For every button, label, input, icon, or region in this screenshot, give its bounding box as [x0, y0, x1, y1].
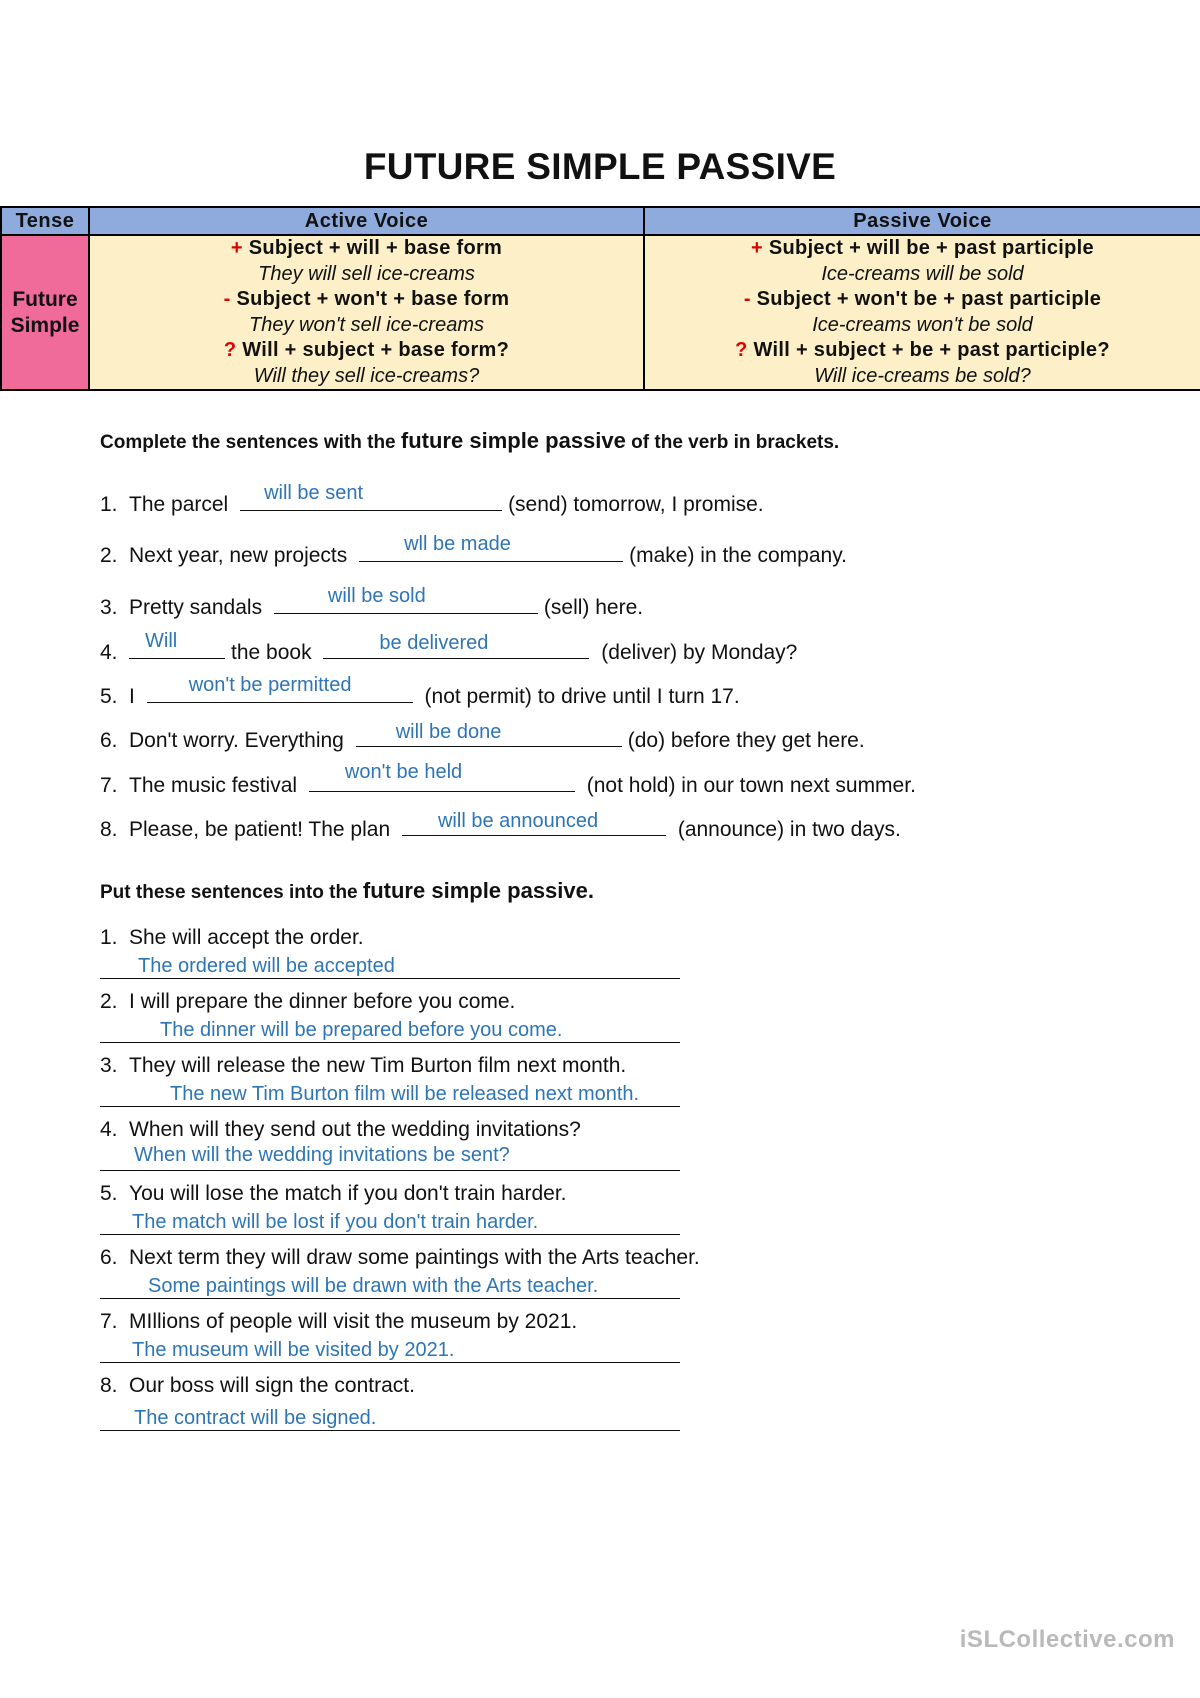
passive-affirmative-rule: [645, 236, 1200, 262]
answer-blank[interactable]: [309, 761, 575, 792]
exercise1-item-1: [100, 482, 764, 517]
sentence-text: (make) in the company.: [629, 544, 847, 567]
answer-blank[interactable]: [129, 630, 225, 659]
answer-text: The contract will be signed.: [134, 1407, 377, 1429]
exercise1-item-4: [100, 630, 798, 665]
answer-line[interactable]: [100, 1334, 680, 1363]
question-line: [100, 990, 680, 1014]
tense-cell: [1, 235, 89, 390]
question-text: I will prepare the dinner before you come.: [129, 990, 516, 1013]
answer-text: When will the wedding invitations be sent?: [134, 1144, 510, 1166]
answer-text: The dinner will be prepared before you come.: [160, 1019, 563, 1041]
item-number: 8.: [100, 818, 118, 841]
active-question-example: Will they sell ice-creams?: [253, 364, 480, 387]
question-text: She will accept the order.: [129, 926, 364, 949]
item-number: 6.: [100, 1246, 118, 1269]
answer-line[interactable]: [100, 950, 680, 979]
answer-text: will be done: [395, 721, 502, 743]
passive-negative-rule: [645, 287, 1200, 313]
item-number: 7.: [100, 1310, 118, 1333]
exercise1-item-3: [100, 585, 644, 620]
rule-text: Subject + will + base form: [248, 237, 503, 259]
sentence-text: (sell) here.: [543, 596, 644, 619]
item-number: 1.: [100, 926, 118, 949]
question-text: Next term they will draw some paintings with the Arts teacher.: [129, 1246, 700, 1269]
exercise1-instruction: [100, 428, 839, 454]
sentence-text: Don't worry. Everything: [129, 729, 344, 752]
answer-line[interactable]: [100, 1270, 680, 1299]
answer-text: will be sold: [327, 585, 426, 607]
answer-line[interactable]: [100, 1078, 680, 1107]
answer-blank[interactable]: [323, 632, 589, 659]
grammar-table: [0, 206, 1200, 391]
answer-blank[interactable]: [359, 533, 623, 562]
item-number: 7.: [100, 774, 118, 797]
minus-sign: -: [223, 288, 231, 310]
question-line: [100, 1118, 680, 1142]
active-voice-cell: [89, 235, 644, 390]
question-text: You will lose the match if you don't train harder.: [129, 1182, 567, 1205]
sentence-text: Pretty sandals: [129, 596, 263, 619]
instruction-text: of the verb in brackets.: [631, 432, 840, 453]
question-line: [100, 1246, 700, 1270]
answer-blank[interactable]: [356, 721, 622, 747]
answer-text: Will: [145, 630, 178, 652]
tense-label-line1: Future: [12, 287, 78, 311]
sentence-text: (announce) in two days.: [677, 818, 901, 841]
question-line: [100, 1374, 680, 1398]
answer-text: won't be permitted: [188, 674, 352, 696]
sentence-text: Please, be patient! The plan: [129, 818, 391, 841]
exercise2-item-1: [100, 926, 680, 979]
item-number: 2.: [100, 544, 118, 567]
answer-text: will be sent: [264, 482, 363, 504]
question-text: MIllions of people will visit the museum by 2021.: [129, 1310, 578, 1333]
answer-text: The match will be lost if you don't train harder.: [132, 1211, 539, 1233]
passive-question-rule: [645, 338, 1200, 364]
item-number: 4.: [100, 641, 118, 664]
instruction-highlight: future simple passive: [400, 428, 626, 453]
question-line: [100, 1182, 680, 1206]
answer-text: wll be made: [404, 533, 511, 555]
site-watermark: iSLCollective.com: [959, 1626, 1175, 1653]
answer-line[interactable]: [100, 1142, 680, 1171]
minus-sign: -: [743, 288, 751, 310]
active-affirmative-rule: [90, 236, 643, 262]
sentence-text: (do) before they get here.: [627, 729, 865, 752]
question-line: [100, 926, 680, 950]
question-sign: ?: [735, 339, 748, 361]
answer-text: will be announced: [437, 810, 599, 832]
header-passive-voice: Passive Voice: [644, 207, 1200, 235]
passive-question-example: Will ice-creams be sold?: [814, 364, 1031, 387]
exercise1-item-6: [100, 721, 865, 753]
answer-text: The ordered will be accepted: [138, 955, 395, 977]
exercise2-item-7: [100, 1310, 680, 1363]
question-text: Our boss will sign the contract.: [129, 1374, 415, 1397]
rule-text: Subject + will be + past participle: [768, 237, 1094, 259]
item-number: 2.: [100, 990, 118, 1013]
answer-text: be delivered: [379, 632, 489, 654]
exercise2-item-8: [100, 1374, 680, 1431]
item-number: 3.: [100, 596, 118, 619]
exercise1-item-8: [100, 810, 901, 842]
sentence-text: the book: [231, 641, 312, 664]
answer-text: Some paintings will be drawn with the Arts teacher.: [148, 1275, 599, 1297]
item-number: 4.: [100, 1118, 118, 1141]
exercise1-item-7: [100, 761, 916, 798]
exercise2-item-4: [100, 1118, 680, 1171]
active-question-rule: [90, 338, 643, 364]
question-text: When will they send out the wedding invitations?: [129, 1118, 581, 1141]
sentence-text: (not hold) in our town next summer.: [586, 774, 916, 797]
exercise2-item-5: [100, 1182, 680, 1235]
sentence-text: (deliver) by Monday?: [601, 641, 798, 664]
item-number: 1.: [100, 493, 118, 516]
rule-text: Will + subject + base form?: [242, 339, 510, 361]
sentence-text: Next year, new projects: [129, 544, 348, 567]
plus-sign: +: [751, 237, 764, 259]
rule-text: Will + subject + be + past participle?: [753, 339, 1110, 361]
rule-text: Subject + won't be + past participle: [756, 288, 1102, 310]
sentence-text: The parcel: [129, 493, 229, 516]
answer-blank[interactable]: [402, 810, 666, 836]
header-tense: Tense: [1, 207, 89, 235]
item-number: 6.: [100, 729, 118, 752]
page-title: FUTURE SIMPLE PASSIVE: [363, 146, 837, 187]
exercise2-item-2: [100, 990, 680, 1043]
answer-blank[interactable]: [240, 482, 502, 511]
exercise1-item-2: [100, 533, 847, 568]
passive-voice-cell: [644, 235, 1200, 390]
sentence-text: (send) tomorrow, I promise.: [508, 493, 764, 516]
question-sign: ?: [223, 339, 237, 361]
header-active-voice: Active Voice: [89, 207, 644, 235]
sentence-text: (not permit) to drive until I turn 17.: [424, 685, 740, 708]
rule-text: Subject + won't + base form: [236, 288, 510, 310]
plus-sign: +: [230, 237, 243, 259]
answer-line[interactable]: [100, 1014, 680, 1043]
item-number: 5.: [100, 1182, 118, 1205]
sentence-text: I: [129, 685, 135, 708]
question-text: They will release the new Tim Burton film next month.: [129, 1054, 627, 1077]
instruction-text: Put these sentences into the: [100, 882, 358, 903]
tense-label-line2: Simple: [10, 313, 80, 337]
table-body-row: [1, 235, 1200, 390]
passive-negative-example: Ice-creams won't be sold: [812, 313, 1033, 336]
question-line: [100, 1310, 680, 1334]
active-affirmative-example: They will sell ice-creams: [258, 262, 475, 285]
active-negative-example: They won't sell ice-creams: [249, 313, 484, 336]
answer-line[interactable]: [100, 1206, 680, 1235]
exercise1-item-5: [100, 674, 740, 709]
item-number: 8.: [100, 1374, 118, 1397]
answer-text: The new Tim Burton film will be released next month.: [170, 1083, 640, 1105]
sentence-text: The music festival: [129, 774, 298, 797]
item-number: 5.: [100, 685, 118, 708]
question-line: [100, 1054, 680, 1078]
answer-blank[interactable]: [147, 674, 413, 703]
answer-text: won't be held: [344, 761, 463, 783]
answer-blank[interactable]: [274, 585, 538, 614]
table-header-row: [1, 207, 1200, 235]
item-number: 3.: [100, 1054, 118, 1077]
exercise2-instruction: [100, 878, 594, 904]
exercise2-item-3: [100, 1054, 680, 1107]
instruction-highlight: future simple passive.: [362, 878, 594, 903]
exercise2-item-6: [100, 1246, 700, 1299]
answer-text: The museum will be visited by 2021.: [132, 1339, 455, 1361]
passive-affirmative-example: Ice-creams will be sold: [821, 262, 1024, 285]
answer-line[interactable]: [100, 1398, 680, 1431]
active-negative-rule: [90, 287, 643, 313]
instruction-text: Complete the sentences with the: [100, 432, 396, 453]
